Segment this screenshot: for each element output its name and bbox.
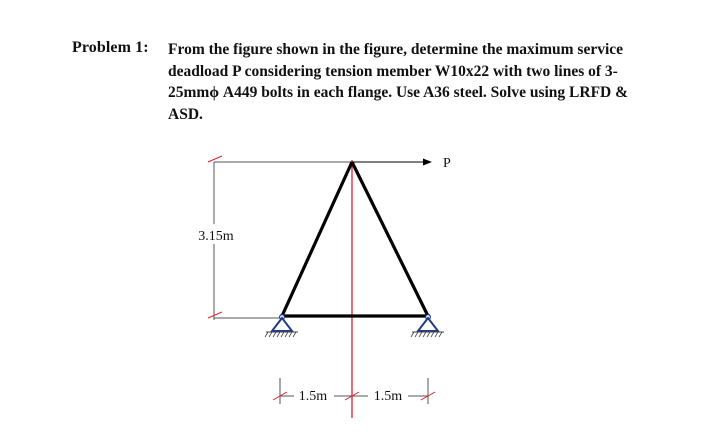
load-label: P (443, 156, 451, 171)
right-support (411, 315, 444, 337)
problem-line-4: ASD. (168, 105, 203, 123)
height-label: 3.15m (198, 229, 234, 244)
right-span-label: 1.5m (373, 389, 403, 404)
span-dimension (273, 378, 435, 404)
problem-line-3: 25mmϕ A449 bolts in each flange. Use A36 steel. Solve using LRFD & (168, 84, 629, 101)
problem-label: Problem 1: (72, 39, 149, 56)
left-member (282, 162, 352, 316)
left-span-label: 1.5m (298, 389, 328, 404)
truss-members (280, 162, 430, 316)
problem-line-1: From the figure shown in the figure, determine the maximum service (168, 41, 624, 58)
height-dimension (198, 156, 352, 320)
right-member (352, 162, 428, 316)
problem-line-2: deadload P considering tension member W10x22 with two lines of 3- (168, 62, 618, 80)
load-arrow (352, 156, 451, 171)
